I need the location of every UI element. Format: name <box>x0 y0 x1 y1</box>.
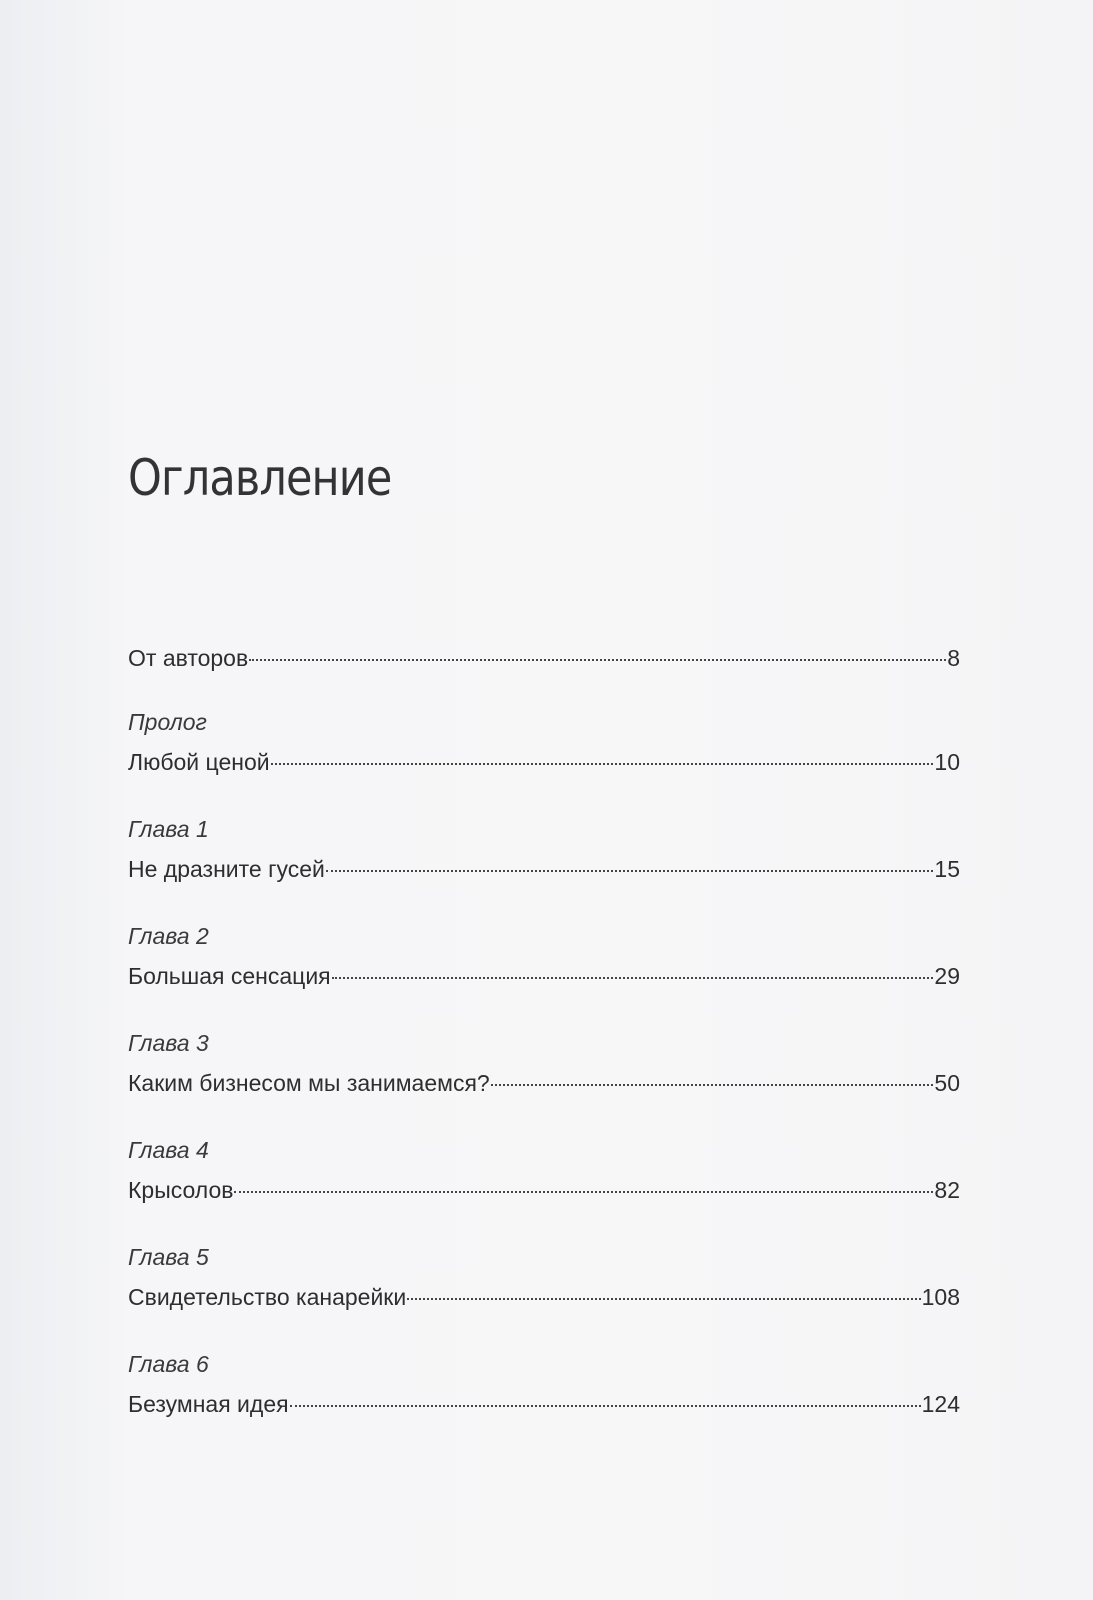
toc-line <box>128 1069 960 1097</box>
toc-entry-title: Безумная идея <box>128 1391 289 1417</box>
toc-entry-title: Любой ценой <box>128 749 270 775</box>
toc-line <box>128 1283 960 1311</box>
chapter-label: Глава 5 <box>128 1244 209 1270</box>
chapter-label: Глава 1 <box>128 816 209 842</box>
toc-entry-title: Свидетельство канарейки <box>128 1284 407 1310</box>
toc-page-number: 15 <box>934 856 960 882</box>
dot-leader <box>332 977 934 979</box>
toc-page-number: 50 <box>934 1070 960 1096</box>
toc-line <box>128 962 960 990</box>
chapter-label: Глава 6 <box>128 1351 209 1377</box>
toc-page-number: 124 <box>921 1391 960 1417</box>
toc-entry-title: Большая сенсация <box>128 963 331 989</box>
chapter-label: Глава 3 <box>128 1030 209 1056</box>
toc-line <box>128 644 960 672</box>
toc-line <box>128 748 960 776</box>
toc-page-number: 8 <box>947 645 960 671</box>
toc-page-number: 108 <box>921 1284 960 1310</box>
toc-line <box>128 855 960 883</box>
dot-leader <box>290 1405 921 1407</box>
toc-line <box>128 1390 960 1418</box>
toc-entry-title: Не дразните гусей <box>128 856 325 882</box>
toc-entry-title: От авторов <box>128 645 249 671</box>
toc-page-number: 29 <box>934 963 960 989</box>
chapter-label: Глава 2 <box>128 923 209 949</box>
toc-entry-title: Крысолов <box>128 1177 234 1203</box>
toc-entry-title: Каким бизнесом мы занимаемся? <box>128 1070 490 1096</box>
dot-leader <box>234 1191 933 1193</box>
dot-leader <box>326 870 934 872</box>
toc-page-number: 10 <box>934 749 960 775</box>
chapter-label: Пролог <box>128 709 207 735</box>
chapter-label: Глава 4 <box>128 1137 209 1163</box>
dot-leader <box>407 1298 920 1300</box>
dot-leader <box>249 659 946 661</box>
dot-leader <box>271 763 934 765</box>
dot-leader <box>491 1084 934 1086</box>
page-title: Оглавление <box>128 449 392 507</box>
toc-page-number: 82 <box>934 1177 960 1203</box>
toc-line <box>128 1176 960 1204</box>
